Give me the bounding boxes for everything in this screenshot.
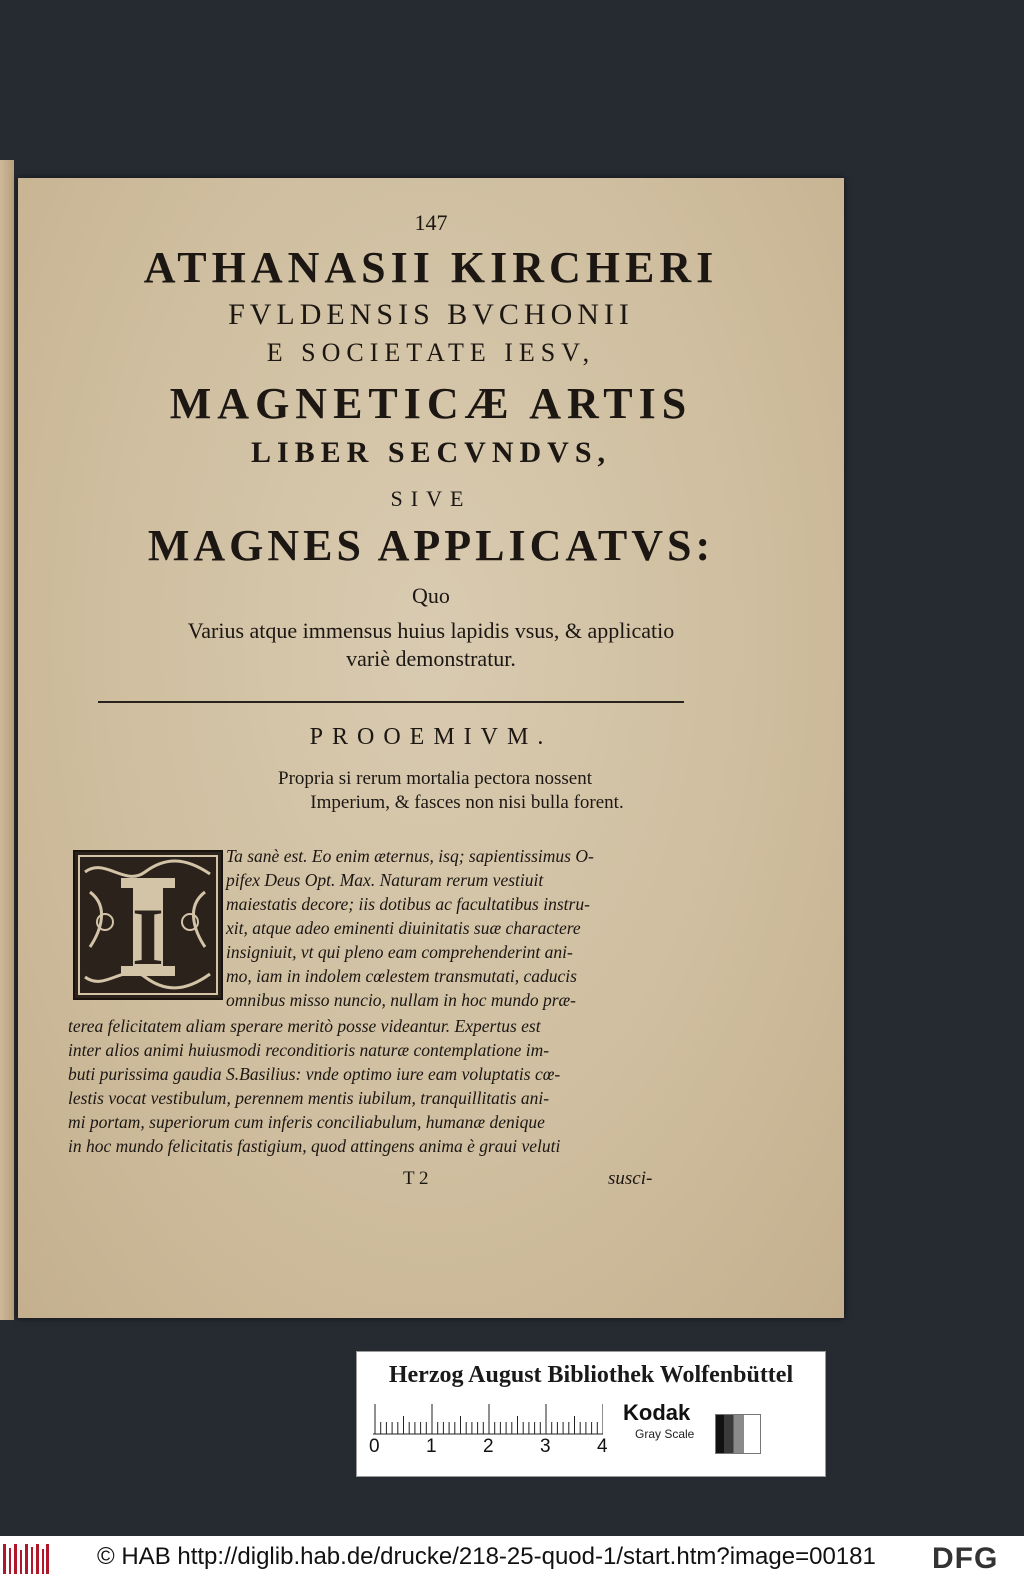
source-url-link[interactable]: © HAB http://diglib.hab.de/drucke/218-25-quod-1/start.htm?image=00181 <box>97 1543 876 1570</box>
book-page <box>18 178 844 1318</box>
ruler-number: 4 <box>597 1436 608 1457</box>
hab-logo-icon <box>3 1544 49 1574</box>
body-line: xit, atque adeo eminenti diuinitatis suæ charactere <box>226 918 581 938</box>
subtitle-line-1: Varius atque immensus huius lapidis vsus, & applicatio <box>187 618 675 643</box>
body-line: in hoc mundo felicitatis fastigium, quod attingens anima è graui veluti <box>68 1136 561 1156</box>
title-line-subject: MAGNES APPLICATVS: <box>147 521 715 570</box>
body-line: Ta sanè est. Eo enim æternus, isq; sapientissimus O- <box>226 846 594 866</box>
title-line-author: ATHANASII KIRCHERI <box>143 243 719 292</box>
verse-line-2: Imperium, & fasces non nisi bulla forent. <box>310 792 624 813</box>
color-target-card <box>356 1351 826 1477</box>
subtitle-line-2: variè demonstratur. <box>346 646 516 671</box>
body-line: omnibus misso nuncio, nullam in hoc mundo præ- <box>226 990 576 1010</box>
library-name: Herzog August Bibliothek Wolfenbüttel <box>388 1362 794 1388</box>
body-line: pifex Deus Opt. Max. Naturam rerum vestiuit <box>226 870 544 890</box>
ruler-scale-icon <box>373 1404 603 1438</box>
body-line: mo, iam in indolem cœlestem transmutati, caducis <box>226 966 577 986</box>
ornament-icon <box>75 852 221 998</box>
page-number: 147 <box>414 210 448 235</box>
body-line: mi portam, superiorum cum inferis conciliabulum, humanæ denique <box>68 1112 545 1132</box>
dfg-logo: DFG <box>932 1542 999 1575</box>
ruler-number: 1 <box>426 1436 437 1457</box>
body-line: inter alios animi huiusmodi reconditioris naturæ contemplatione im- <box>68 1040 550 1060</box>
body-line: insigniuit, vt qui pleno eam comprehenderint ani- <box>226 942 573 962</box>
ruler-number: 3 <box>540 1436 551 1457</box>
gray-scale-label: Gray Scale <box>635 1427 695 1441</box>
section-heading: PROOEMIVM. <box>309 724 553 750</box>
body-line: lestis vocat vestibulum, perennem mentis iubilum, tranquillitatis ani- <box>68 1088 550 1108</box>
body-line: terea felicitatem aliam sperare meritò posse videantur. Expertus est <box>68 1016 541 1036</box>
ruler-numbers <box>365 1436 615 1460</box>
decorated-initial <box>73 850 223 1000</box>
footer-bar <box>0 1536 1024 1582</box>
ruler-number: 2 <box>483 1436 494 1457</box>
previous-page-edge <box>0 160 14 1320</box>
signature-mark: T 2 <box>403 1168 429 1189</box>
body-line: buti purissima gaudia S.Basilius: vnde optimo iure eam voluptatis cœ- <box>68 1064 561 1084</box>
verse-line-1: Propria si rerum mortalia pectora nossent <box>278 768 592 789</box>
ruler-number: 0 <box>369 1436 380 1457</box>
catchword: susci- <box>608 1168 653 1189</box>
title-line-sive: SIVE <box>390 486 472 511</box>
gray-scale-patch <box>715 1414 761 1454</box>
title-line-work: MAGNETICÆ ARTIS <box>169 379 693 428</box>
kodak-logo: Kodak <box>623 1400 691 1425</box>
horizontal-rule <box>98 701 684 703</box>
subtitle-quo: Quo <box>412 583 450 608</box>
title-line-origin: FVLDENSIS BVCHONII <box>228 298 634 331</box>
title-line-book: LIBER SECVNDVS, <box>250 436 612 469</box>
title-line-society: E SOCIETATE IESV, <box>266 338 596 367</box>
body-line: maiestatis decore; iis dotibus ac facultatibus instru- <box>226 894 590 914</box>
initial-letter: I <box>132 891 164 982</box>
